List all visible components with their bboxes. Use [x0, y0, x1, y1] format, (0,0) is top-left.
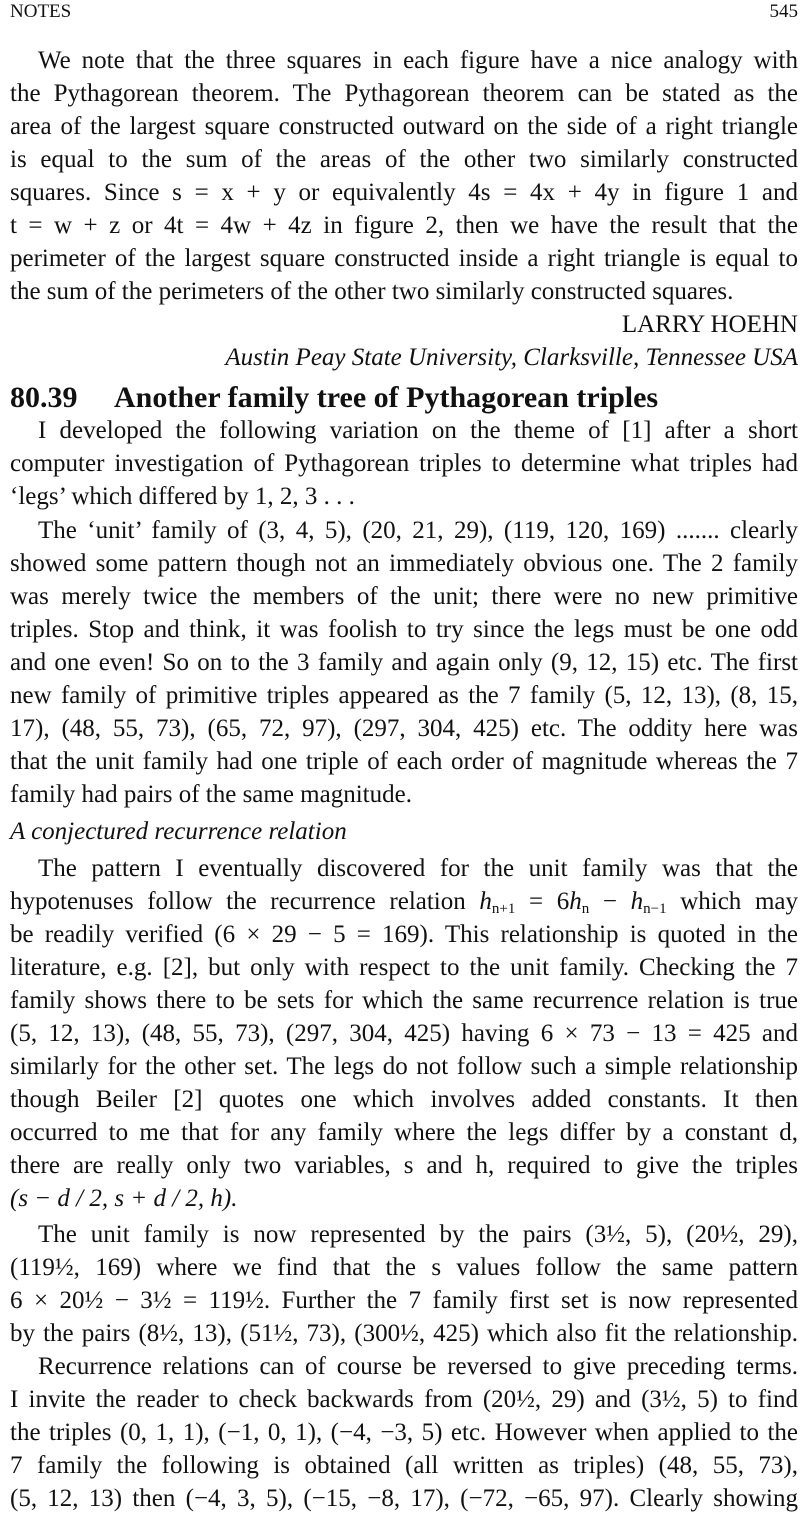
text-line: is equal to the sum of the areas of the other two similarly constructed [10, 146, 798, 173]
text-line: and one even! So on to the 3 family and again only (9, 12, 15) etc. The first [10, 649, 798, 676]
formula-sub: n+1 [491, 901, 516, 917]
text-line: the Pythagorean theorem. The Pythagorean theorem can be stated as the [10, 80, 798, 107]
page-number: 545 [769, 1, 798, 22]
text-line: though Beiler [2] quotes one which involves added constants. It then [10, 1086, 798, 1113]
note-heading [10, 380, 658, 416]
note-title: Another family tree of Pythagorean triples [114, 381, 659, 414]
text-line: 7 family the following is obtained (all written as triples) (48, 55, 73), [10, 1452, 798, 1479]
formula-sub: n−1 [643, 901, 667, 917]
subsection-heading: A conjectured recurrence relation [10, 818, 347, 845]
formula-op: − [589, 888, 631, 915]
formula-op: = 6 [515, 888, 570, 915]
author-name: LARRY HOEHN [621, 311, 798, 338]
text-line: (s − d / 2, s + d / 2, h). [10, 1185, 238, 1212]
text-line: The unit family is now represented by the pairs (3½, 5), (20½, 29), [38, 1221, 798, 1248]
text-line: squares. Since s = x + y or equivalently 4s = 4x + 4y in figure 1 and [10, 179, 798, 206]
text-line: We note that the three squares in each figure have a nice analogy with [38, 47, 798, 74]
text-line: area of the largest square constructed outward on the side of a right triangle [10, 113, 798, 140]
text-line-with-formula [10, 885, 798, 918]
formula-var: h [479, 888, 492, 915]
running-head [10, 0, 798, 24]
text-line: family shows there to be sets for which the same recurrence relation is true [10, 987, 798, 1014]
text-line: literature, e.g. [2], but only with respect to the unit family. Checking the 7 [10, 954, 798, 981]
text-line: ‘legs’ which differed by 1, 2, 3 . . . [10, 483, 355, 510]
text-line: be readily verified (6 × 29 − 5 = 169). This relationship is quoted in the [10, 921, 798, 948]
text-line: perimeter of the largest square constructed inside a right triangle is equal to [10, 245, 798, 272]
text-segment: which may [666, 888, 798, 915]
text-line: t = w + z or 4t = 4w + 4z in figure 2, then we have the result that the [10, 212, 798, 239]
formula-var: h [630, 888, 644, 915]
text-line: (5, 12, 13), (48, 55, 73), (297, 304, 425) having 6 × 73 − 13 = 425 and [10, 1020, 798, 1047]
text-line: I developed the following variation on the theme of [1] after a short [38, 417, 798, 444]
text-line: the sum of the perimeters of the other two similarly constructed squares. [10, 278, 734, 305]
text-line: 17), (48, 55, 73), (65, 72, 97), (297, 304, 425) etc. The oddity here was [10, 715, 798, 742]
text-line: new family of primitive triples appeared as the 7 family (5, 12, 13), (8, 15, [10, 682, 798, 709]
recurrence-formula [479, 888, 666, 915]
text-line: 6 × 20½ − 3½ = 119½. Further the 7 family first set is now represented [10, 1287, 798, 1314]
running-head-section: NOTES [10, 1, 72, 22]
note-number: 80.39 [10, 381, 78, 414]
text-line: Recurrence relations can of course be reversed to give preceding terms. [38, 1353, 798, 1380]
text-line: (5, 12, 13) then (−4, 3, 5), (−15, −8, 17), (−72, −65, 97). Clearly showing [10, 1485, 798, 1512]
text-line: similarly for the other set. The legs do not follow such a simple relationship [10, 1053, 798, 1080]
text-line: occurred to me that for any family where the legs differ by a constant d, [10, 1119, 798, 1146]
text-segment: hypotenuses follow the recurrence relation [10, 888, 480, 915]
formula-sub: n [581, 901, 590, 917]
text-line: the triples (0, 1, 1), (−1, 0, 1), (−4, −3, 5) etc. However when applied to the [10, 1419, 798, 1446]
text-line: triples. Stop and think, it was foolish to try since the legs must be one odd [10, 616, 798, 643]
formula-var: h [569, 888, 582, 915]
text-line: there are really only two variables, s and h, required to give the triples [10, 1152, 798, 1179]
text-line: The ‘unit’ family of (3, 4, 5), (20, 21, 29), (119, 120, 169) ....... clearly [38, 517, 798, 544]
text-line: I invite the reader to check backwards from (20½, 29) and (3½, 5) to find [10, 1386, 798, 1413]
text-line: family had pairs of the same magnitude. [10, 781, 412, 808]
author-affiliation: Austin Peay State University, Clarksville, Tennessee USA [225, 344, 798, 371]
text-line: that the unit family had one triple of each order of magnitude whereas the 7 [10, 748, 798, 775]
text-line: showed some pattern though not an immediately obvious one. The 2 family [10, 550, 798, 577]
text-line: The pattern I eventually discovered for the unit family was that the [38, 855, 798, 882]
text-line: computer investigation of Pythagorean triples to determine what triples had [10, 450, 798, 477]
text-line: was merely twice the members of the unit; there were no new primitive [10, 583, 798, 610]
text-line: by the pairs (8½, 13), (51½, 73), (300½, 425) which also fit the relationship. [10, 1320, 798, 1347]
text-line: (119½, 169) where we find that the s values follow the same pattern [10, 1254, 798, 1281]
